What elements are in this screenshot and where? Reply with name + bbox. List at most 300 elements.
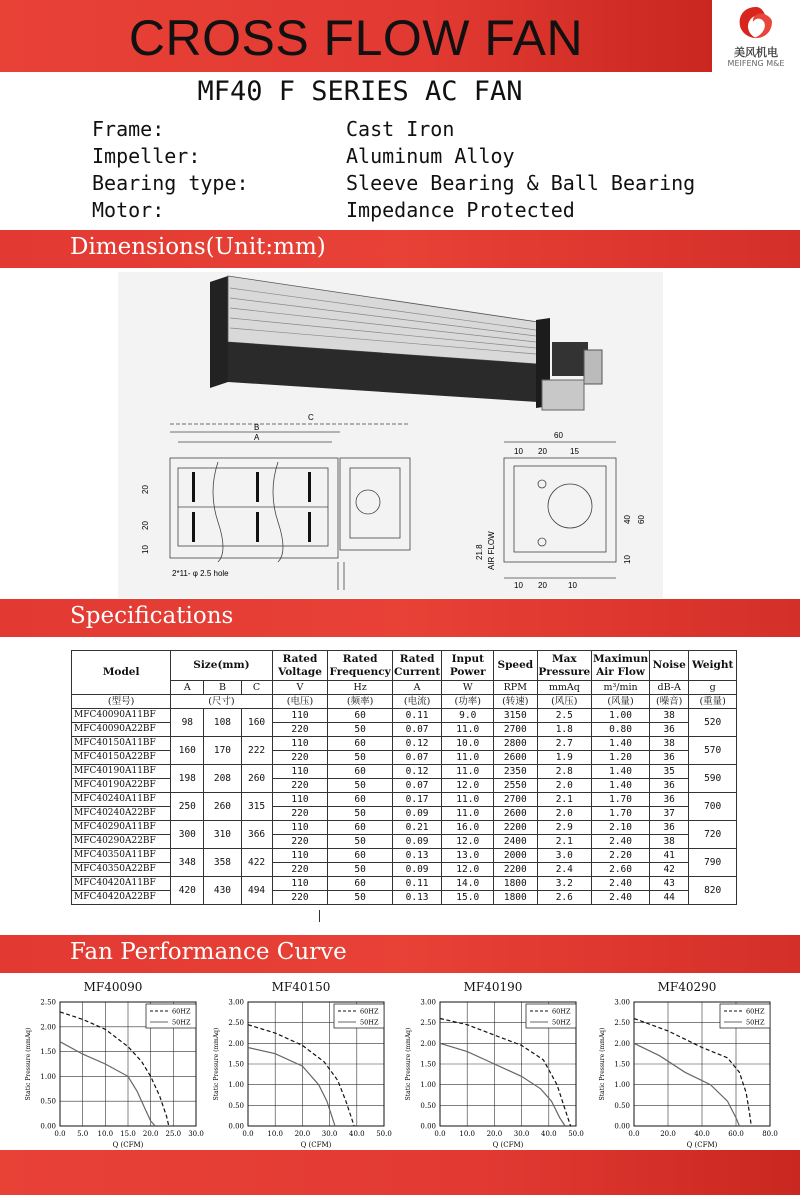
v-cell: 110 — [272, 849, 328, 863]
y-tick-label: 1.00 — [614, 1081, 630, 1090]
y-tick-label: 1.00 — [420, 1081, 436, 1090]
y-axis-label: Static Pressure (mmAq) — [25, 1027, 32, 1101]
spec-key: Bearing type: — [92, 171, 249, 195]
size-b-cell: 430 — [204, 877, 241, 905]
chart-mf40150 — [210, 980, 392, 1156]
col-voltage: Rated Voltage — [272, 651, 328, 681]
legend-label: 60HZ — [746, 1007, 765, 1016]
size-a-cell: 300 — [171, 821, 204, 849]
size-b-cell: 108 — [204, 709, 241, 737]
hole-note: 2*11- φ 2.5 hole — [172, 569, 229, 578]
spec-value: Sleeve Bearing & Ball Bearing — [346, 171, 696, 195]
curve-section-band — [0, 935, 800, 973]
cur-cell: 0.07 — [392, 779, 442, 793]
size-b-cell: 208 — [204, 765, 241, 793]
unit-cell: B — [204, 681, 241, 695]
size-a-cell: 98 — [171, 709, 204, 737]
hz-cell: 50 — [328, 835, 392, 849]
y-tick-label: 0.00 — [420, 1122, 436, 1131]
col-speed: Speed — [494, 651, 537, 681]
y-tick-label: 2.00 — [420, 1039, 436, 1048]
x-tick-label: 60.0 — [728, 1130, 744, 1138]
db-cell: 38 — [650, 835, 689, 849]
pw-cell: 11.0 — [442, 793, 494, 807]
y-tick-label: 2.50 — [228, 1019, 244, 1028]
af-cell: 1.40 — [592, 737, 650, 751]
cur-cell: 0.12 — [392, 765, 442, 779]
x-tick-label: 10.0 — [97, 1130, 114, 1138]
db-cell: 37 — [650, 807, 689, 821]
cn-header-cell: (型号) — [72, 695, 171, 709]
y-tick-label: 2.50 — [420, 1019, 436, 1028]
hz-cell: 50 — [328, 891, 392, 905]
db-cell: 42 — [650, 863, 689, 877]
cur-cell: 0.13 — [392, 849, 442, 863]
col-airflow: Maximun Air Flow — [592, 651, 650, 681]
company-logo — [712, 0, 800, 72]
af-cell: 1.70 — [592, 807, 650, 821]
size-c-cell: 160 — [241, 709, 272, 737]
size-c-cell: 494 — [241, 877, 272, 905]
y-tick-label: 2.50 — [614, 1019, 630, 1028]
pw-cell: 16.0 — [442, 821, 494, 835]
dim-b10b-label: 10 — [568, 581, 577, 590]
curve-heading: Fan Performance Curve — [70, 939, 347, 965]
x-axis-label: Q (CFM) — [492, 1141, 524, 1149]
y-axis-label: Static Pressure (mmAq) — [213, 1027, 220, 1101]
legend-label: 60HZ — [172, 1007, 191, 1016]
dimension-drawing — [118, 272, 663, 598]
weight-cell: 790 — [689, 849, 737, 877]
x-tick-label: 80.0 — [762, 1130, 778, 1138]
y-tick-label: 1.50 — [40, 1048, 56, 1057]
rpm-cell: 2700 — [494, 793, 537, 807]
legend-label: 60HZ — [360, 1007, 379, 1016]
pw-cell: 12.0 — [442, 779, 494, 793]
logo-mark-icon — [734, 4, 778, 42]
hz-cell: 60 — [328, 765, 392, 779]
v-cell: 220 — [272, 723, 328, 737]
pr-cell: 2.1 — [537, 793, 592, 807]
pw-cell: 13.0 — [442, 849, 494, 863]
cn-header-cell: (电流) — [392, 695, 442, 709]
unit-cell: W — [442, 681, 494, 695]
chart-mf40090 — [22, 980, 204, 1156]
size-a-cell: 198 — [171, 765, 204, 793]
col-size: Size(mm) — [171, 651, 272, 681]
size-b-cell: 170 — [204, 737, 241, 765]
db-cell: 38 — [650, 709, 689, 723]
size-b-cell: 358 — [204, 849, 241, 877]
unit-cell: C — [241, 681, 272, 695]
v-cell: 110 — [272, 765, 328, 779]
x-axis-label: Q (CFM) — [112, 1141, 144, 1149]
y-tick-label: 0.50 — [40, 1097, 56, 1106]
pr-cell: 2.0 — [537, 807, 592, 821]
rpm-cell: 2000 — [494, 849, 537, 863]
hz-cell: 50 — [328, 751, 392, 765]
size-c-cell: 422 — [241, 849, 272, 877]
chart-mf40290 — [596, 980, 778, 1156]
pr-cell: 2.8 — [537, 765, 592, 779]
x-tick-label: 20.0 — [294, 1130, 311, 1138]
af-cell: 1.40 — [592, 779, 650, 793]
dim-h60-label: 60 — [637, 515, 646, 524]
y-tick-label: 2.50 — [40, 998, 56, 1007]
unit-cell: mmAq — [537, 681, 592, 695]
cur-cell: 0.13 — [392, 891, 442, 905]
cur-cell: 0.11 — [392, 709, 442, 723]
x-tick-label: 30.0 — [188, 1130, 204, 1138]
dimensions-section-band — [0, 230, 800, 268]
y-axis-label: Static Pressure (mmAq) — [599, 1027, 606, 1101]
rpm-cell: 2200 — [494, 821, 537, 835]
weight-cell: 590 — [689, 765, 737, 793]
col-current: Rated Current — [392, 651, 442, 681]
hz-cell: 60 — [328, 793, 392, 807]
pw-cell: 11.0 — [442, 765, 494, 779]
cur-cell: 0.12 — [392, 737, 442, 751]
v-cell: 220 — [272, 863, 328, 877]
v-cell: 220 — [272, 835, 328, 849]
pw-cell: 15.0 — [442, 891, 494, 905]
footer-band — [0, 1150, 800, 1195]
size-c-cell: 366 — [241, 821, 272, 849]
y-tick-label: 3.00 — [420, 998, 436, 1007]
y-tick-label: 0.00 — [228, 1122, 244, 1131]
unit-cell: dB-A — [650, 681, 689, 695]
size-c-cell: 222 — [241, 737, 272, 765]
spec-value: Impedance Protected — [346, 198, 575, 222]
rpm-cell: 2600 — [494, 751, 537, 765]
x-tick-label: 25.0 — [165, 1130, 182, 1138]
x-tick-label: 15.0 — [120, 1130, 136, 1138]
rpm-cell: 2400 — [494, 835, 537, 849]
chart-title: MF40290 — [657, 980, 717, 994]
spec-key: Motor: — [92, 198, 165, 222]
v-cell: 220 — [272, 751, 328, 765]
y-tick-label: 3.00 — [228, 998, 244, 1007]
cn-header-cell: (风量) — [592, 695, 650, 709]
weight-cell: 570 — [689, 737, 737, 765]
db-cell: 36 — [650, 821, 689, 835]
rpm-cell: 2600 — [494, 807, 537, 821]
hz-cell: 50 — [328, 807, 392, 821]
pw-cell: 11.0 — [442, 807, 494, 821]
series-line-50hz — [60, 1042, 155, 1126]
db-cell: 44 — [650, 891, 689, 905]
legend-label: 50HZ — [360, 1018, 379, 1027]
y-tick-label: 0.50 — [228, 1101, 244, 1110]
hz-cell: 60 — [328, 877, 392, 891]
hz-cell: 60 — [328, 709, 392, 723]
series-line-50hz — [248, 1048, 335, 1127]
spec-value: Aluminum Alloy — [346, 144, 515, 168]
series-line-60hz — [248, 1025, 354, 1126]
size-b-cell: 260 — [204, 793, 241, 821]
db-cell: 36 — [650, 779, 689, 793]
rpm-cell: 3150 — [494, 709, 537, 723]
dim-h40-label: 40 — [623, 515, 632, 524]
x-tick-label: 40.0 — [541, 1130, 557, 1138]
v-cell: 220 — [272, 807, 328, 821]
pr-cell: 2.6 — [537, 891, 592, 905]
chart-title: MF40090 — [83, 980, 143, 994]
db-cell: 43 — [650, 877, 689, 891]
hz-cell: 50 — [328, 863, 392, 877]
table-row — [72, 793, 737, 807]
y-tick-label: 1.50 — [614, 1060, 630, 1069]
spec-row-bearing — [92, 170, 695, 197]
y-tick-label: 3.00 — [614, 998, 630, 1007]
col-weight: Weight — [689, 651, 737, 681]
page-title: CROSS FLOW FAN — [128, 10, 584, 66]
weight-cell: 720 — [689, 821, 737, 849]
v-cell: 110 — [272, 821, 328, 835]
size-a-cell: 420 — [171, 877, 204, 905]
size-b-cell: 310 — [204, 821, 241, 849]
pw-cell: 9.0 — [442, 709, 494, 723]
rpm-cell: 2550 — [494, 779, 537, 793]
dim-h218-label: 21.8 — [475, 544, 484, 560]
y-tick-label: 2.00 — [614, 1039, 630, 1048]
af-cell: 1.00 — [592, 709, 650, 723]
unit-cell: RPM — [494, 681, 537, 695]
pr-cell: 3.0 — [537, 849, 592, 863]
table-divider — [319, 910, 320, 922]
model-cell: MFC40190A11BF — [72, 765, 171, 779]
dimensions-heading: Dimensions(Unit:mm) — [70, 234, 326, 260]
x-tick-label: 20.0 — [142, 1130, 159, 1138]
model-cell: MFC40090A22BF — [72, 723, 171, 737]
x-tick-label: 10.0 — [459, 1130, 475, 1138]
x-axis-label: Q (CFM) — [300, 1141, 332, 1149]
x-tick-label: 0.0 — [628, 1130, 640, 1138]
pr-cell: 2.5 — [537, 709, 592, 723]
spec-row-motor — [92, 197, 695, 224]
dim-20a-label: 20 — [141, 485, 150, 494]
rpm-cell: 2800 — [494, 737, 537, 751]
specifications-section-band — [0, 599, 800, 637]
dim-w60-label: 60 — [554, 431, 563, 440]
cur-cell: 0.11 — [392, 877, 442, 891]
spec-list — [92, 116, 695, 224]
x-axis-label: Q (CFM) — [686, 1141, 718, 1149]
af-cell: 2.60 — [592, 863, 650, 877]
table-row — [72, 849, 737, 863]
db-cell: 36 — [650, 751, 689, 765]
af-cell: 2.10 — [592, 821, 650, 835]
rpm-cell: 2700 — [494, 723, 537, 737]
model-cell: MFC40240A22BF — [72, 807, 171, 821]
table-row — [72, 821, 737, 835]
model-cell: MFC40350A11BF — [72, 849, 171, 863]
hz-cell: 60 — [328, 821, 392, 835]
dim-c-label: C — [308, 413, 314, 422]
x-tick-label: 10.0 — [267, 1130, 283, 1138]
af-cell: 1.40 — [592, 765, 650, 779]
col-model: Model — [72, 651, 171, 695]
af-cell: 2.40 — [592, 891, 650, 905]
rpm-cell: 1800 — [494, 891, 537, 905]
cur-cell: 0.21 — [392, 821, 442, 835]
pr-cell: 1.9 — [537, 751, 592, 765]
y-tick-label: 0.00 — [40, 1122, 56, 1131]
specifications-heading: Specifications — [70, 603, 234, 629]
v-cell: 110 — [272, 737, 328, 751]
size-c-cell: 315 — [241, 793, 272, 821]
x-tick-label: 20.0 — [486, 1130, 503, 1138]
model-cell: MFC40150A22BF — [72, 751, 171, 765]
pw-cell: 11.0 — [442, 751, 494, 765]
col-frequency: Rated Frequency — [328, 651, 392, 681]
af-cell: 2.40 — [592, 877, 650, 891]
unit-cell: m³/min — [592, 681, 650, 695]
cur-cell: 0.17 — [392, 793, 442, 807]
col-power: Input Power — [442, 651, 494, 681]
x-tick-label: 20.0 — [660, 1130, 676, 1138]
pr-cell: 2.4 — [537, 863, 592, 877]
v-cell: 110 — [272, 709, 328, 723]
y-axis-label: Static Pressure (mmAq) — [405, 1027, 412, 1101]
pr-cell: 2.1 — [537, 835, 592, 849]
dim-10-label: 10 — [141, 545, 150, 554]
af-cell: 2.40 — [592, 835, 650, 849]
logo-cn-text: 美风机电 — [734, 46, 778, 59]
db-cell: 35 — [650, 765, 689, 779]
pw-cell: 10.0 — [442, 737, 494, 751]
size-c-cell: 260 — [241, 765, 272, 793]
pw-cell: 11.0 — [442, 723, 494, 737]
db-cell: 36 — [650, 793, 689, 807]
x-tick-label: 50.0 — [568, 1130, 584, 1138]
model-cell: MFC40190A22BF — [72, 779, 171, 793]
spec-key: Frame: — [92, 117, 165, 141]
dim-w10-label: 10 — [514, 447, 523, 456]
y-tick-label: 1.50 — [420, 1060, 436, 1069]
airflow-label: AIR FLOW — [487, 531, 496, 570]
rpm-cell: 1800 — [494, 877, 537, 891]
af-cell: 0.80 — [592, 723, 650, 737]
legend-label: 60HZ — [552, 1007, 571, 1016]
hz-cell: 60 — [328, 737, 392, 751]
chart-title: MF40150 — [271, 980, 331, 994]
cur-cell: 0.07 — [392, 723, 442, 737]
size-a-cell: 250 — [171, 793, 204, 821]
unit-cell: V — [272, 681, 328, 695]
cn-header-cell: (功率) — [442, 695, 494, 709]
x-tick-label: 50.0 — [376, 1130, 392, 1138]
table-row — [72, 877, 737, 891]
pr-cell: 2.0 — [537, 779, 592, 793]
spec-value: Cast Iron — [346, 117, 455, 141]
series-subtitle: MF40 F SERIES AC FAN — [197, 76, 523, 107]
v-cell: 110 — [272, 877, 328, 891]
y-tick-label: 0.50 — [614, 1101, 630, 1110]
model-cell: MFC40240A11BF — [72, 793, 171, 807]
model-cell: MFC40150A11BF — [72, 737, 171, 751]
legend-label: 50HZ — [746, 1018, 765, 1027]
legend-label: 50HZ — [552, 1018, 571, 1027]
y-tick-label: 1.00 — [40, 1072, 56, 1081]
cur-cell: 0.09 — [392, 807, 442, 821]
dim-b20-label: 20 — [538, 581, 547, 590]
fan-drawing-icon — [118, 272, 663, 598]
col-noise: Noise — [650, 651, 689, 681]
pw-cell: 12.0 — [442, 835, 494, 849]
y-tick-label: 1.00 — [228, 1081, 244, 1090]
hz-cell: 60 — [328, 849, 392, 863]
y-tick-label: 2.00 — [228, 1039, 244, 1048]
model-cell: MFC40290A11BF — [72, 821, 171, 835]
cur-cell: 0.09 — [392, 863, 442, 877]
model-cell: MFC40350A22BF — [72, 863, 171, 877]
x-tick-label: 40.0 — [349, 1130, 365, 1138]
v-cell: 220 — [272, 891, 328, 905]
table-row — [72, 737, 737, 751]
af-cell: 2.20 — [592, 849, 650, 863]
cur-cell: 0.07 — [392, 751, 442, 765]
model-cell: MFC40090A11BF — [72, 709, 171, 723]
cn-header-cell: (重量) — [689, 695, 737, 709]
rpm-cell: 2350 — [494, 765, 537, 779]
pw-cell: 12.0 — [442, 863, 494, 877]
legend-label: 50HZ — [172, 1018, 191, 1027]
size-a-cell: 160 — [171, 737, 204, 765]
model-cell: MFC40420A11BF — [72, 877, 171, 891]
pr-cell: 3.2 — [537, 877, 592, 891]
rpm-cell: 2200 — [494, 863, 537, 877]
cn-header-cell: (尺寸) — [171, 695, 272, 709]
x-tick-label: 30.0 — [321, 1130, 338, 1138]
table-row — [72, 709, 737, 723]
cn-header-cell: (风压) — [537, 695, 592, 709]
dim-w20-label: 20 — [538, 447, 547, 456]
chart-title: MF40190 — [463, 980, 523, 994]
hz-cell: 50 — [328, 723, 392, 737]
x-tick-label: 0.0 — [434, 1130, 446, 1138]
series-line-60hz — [634, 1019, 751, 1127]
dim-20b-label: 20 — [141, 521, 150, 530]
spec-row-frame — [92, 116, 695, 143]
unit-cell: A — [392, 681, 442, 695]
dim-w15-label: 15 — [570, 447, 579, 456]
af-cell: 1.70 — [592, 793, 650, 807]
x-tick-label: 5.0 — [77, 1130, 89, 1138]
logo-en-text: MEIFENG M&E — [727, 59, 785, 68]
x-tick-label: 30.0 — [513, 1130, 530, 1138]
af-cell: 1.20 — [592, 751, 650, 765]
model-cell: MFC40420A22BF — [72, 891, 171, 905]
specifications-table — [71, 650, 737, 905]
pr-cell: 2.7 — [537, 737, 592, 751]
cur-cell: 0.09 — [392, 835, 442, 849]
spec-key: Impeller: — [92, 144, 201, 168]
unit-cell: g — [689, 681, 737, 695]
x-tick-label: 0.0 — [242, 1130, 254, 1138]
y-tick-label: 0.50 — [420, 1101, 436, 1110]
v-cell: 220 — [272, 779, 328, 793]
cn-header-cell: (转速) — [494, 695, 537, 709]
chart-mf40190 — [402, 980, 584, 1156]
v-cell: 110 — [272, 793, 328, 807]
model-cell: MFC40290A22BF — [72, 835, 171, 849]
weight-cell: 520 — [689, 709, 737, 737]
col-pressure: Max Pressure — [537, 651, 592, 681]
db-cell: 41 — [650, 849, 689, 863]
hz-cell: 50 — [328, 779, 392, 793]
table-row — [72, 765, 737, 779]
